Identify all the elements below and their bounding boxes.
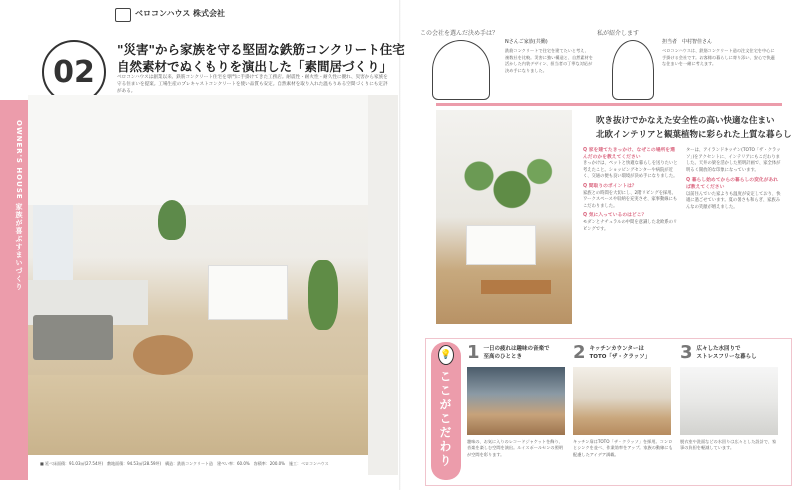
photo-plant — [308, 260, 338, 330]
interview-answer: きっかけは、ペットと快適な暮らしを送りたいと考えたこと。ショッピングセンターや病院が近く、交通の便も良い環境が決め手になりました。 — [583, 161, 678, 180]
feature-text: キッチン扉はTOTO「ザ・クラッソ」を採用。コンロとシンクを並べ、作業効率をアップ。家族の動線にも配慮したアイデア満載。 — [573, 439, 673, 457]
lightbulb-icon: 💡 — [438, 345, 454, 365]
interview-question: Q 家を建てたきっかけ、なぜこの場所を選んだのかを教えてください — [583, 148, 675, 160]
owner-name: Nさんご家族(共働) — [505, 39, 548, 45]
feature-title: キッチンカウンターは — [589, 345, 644, 352]
photo-hanging-plant — [158, 200, 186, 240]
section-divider — [436, 103, 782, 106]
interview-question: Q 気に入っているのはどこ？ — [583, 213, 647, 219]
feature-label: ここがこだわり — [438, 370, 452, 468]
feature-title: 広々した水回りで — [696, 345, 741, 352]
interview-answer: モダンとナチュラルの中間を意識した北欧系のリビングです。 — [583, 219, 678, 232]
photo-bench — [481, 280, 551, 294]
article-lead: ベロコンハウスは創業以来、鉄筋コンクリート住宅を専門に手掛けてきた工務店。耐震性・耐火性・耐久性に優れ、災害から家族を守る住まいを提案。工場生産のプレキャストコンクリートを使い品質も安定。自然素材を取り入れた温もりある空間づくりにも定評がある。 — [117, 75, 388, 94]
company-name: ベロコンハウス 株式会社 — [135, 9, 225, 18]
interview-column2 — [686, 148, 781, 211]
interview-question: Q 暮らし始めてからの暮らしの変化があれば教えてください — [686, 178, 779, 190]
article-title-line1: "災害"から家族を守る堅固な鉄筋コンクリート住宅 — [117, 42, 405, 57]
handwritten-intro: 私が紹介します — [597, 30, 640, 37]
feature-title: 一日の疲れは趣味の音楽で — [483, 345, 550, 352]
photo-plants — [446, 140, 556, 230]
interview-column1 — [583, 148, 678, 233]
page-gutter — [399, 0, 401, 490]
owner-illustration — [432, 40, 490, 100]
photo-island — [466, 225, 536, 265]
photo-table — [133, 335, 193, 375]
owner-comment: 鉄筋コンクリートで住宅を建てたいと考え、複数社を比較。災害に強い構造と、自然素材を活かした内装デザイン、担当者の丁寧な対応が決め手になりました。 — [505, 48, 593, 73]
kitchen-photo — [436, 110, 572, 324]
feature-title: TOTO「ザ・クラッソ」 — [589, 353, 651, 360]
feature-text: 脱衣室や洗面などの水回りは広々とした設計で、家事の負担を軽減しています。 — [680, 439, 777, 451]
photo-ceiling — [28, 95, 368, 205]
section-headline1: 吹き抜けでかなえた安全性の高い快適な住まい — [596, 116, 775, 126]
handwritten-question: この会社を選んだ決め手は？ — [420, 30, 499, 37]
feature-photo — [573, 367, 671, 435]
article-number: 02 — [42, 40, 106, 104]
main-living-room-photo — [28, 95, 368, 455]
section-headline2: 北欧インテリアと観葉植物に彩られた上質な暮らし — [596, 130, 792, 140]
feature-number: 2 — [573, 342, 586, 363]
photo-floor — [28, 375, 368, 455]
staff-comment: ベロコンハウスは、鉄筋コンクリート造の注文住宅を中心に手掛ける会社です。お客様の暮らしに寄り添い、安心で快適な住まいを一緒に考えます。 — [662, 48, 775, 66]
feature-title: ストレスフリーな暮らし — [696, 353, 757, 360]
house-spec-caption: ■ 延べ床面積：91.03㎡(27.54坪) 敷地面積：94.53㎡(28.59坪) 構造：鉄筋コンクリート造 建ぺい率：60.0% 容積率：200.0% 施工：ベロコンハウス — [40, 461, 329, 466]
interview-answer: 以前住んでいた家よりも温度が安定しており、快適に過ごせています。夏の暑さも和らぎ、家族みんなの笑顔が増えました。 — [686, 191, 781, 210]
feature-number: 3 — [680, 342, 693, 363]
feature-title: 至高のひととき — [483, 353, 523, 360]
staff-illustration — [612, 40, 654, 100]
feature-number: 1 — [467, 342, 480, 363]
feature-item-2 — [573, 342, 673, 458]
interview-question: Q 間取りのポイントは？ — [583, 183, 637, 189]
feature-item-1 — [467, 342, 567, 458]
side-label: OWNER'S HOUSE 家族が喜ぶすまいづくり — [15, 120, 23, 292]
feature-photo — [680, 367, 778, 435]
photo-kitchen-island — [208, 265, 288, 320]
article-title-line2: 自然素材でぬくもりを演出した「素間居づくり」 — [117, 59, 393, 74]
feature-photo — [467, 367, 565, 435]
feature-text: 趣味の、お気に入りのレコードジャケットを飾り、音楽を楽しむ空間を演出。ルイスポールセンの照明が空間を彩ります。 — [467, 439, 563, 457]
house-logo-icon — [115, 8, 131, 22]
feature-item-3 — [680, 342, 780, 452]
staff-name: 担当者 中村智佳さん — [662, 39, 713, 45]
interview-answer: 家族との時間を大切にし、2階リビングを採用。ワークスペースや収納を充実させ、家事動線にもこだわりました。 — [583, 190, 678, 209]
photo-strip — [368, 95, 398, 475]
interview-answer: ターは、アイランドキッチン(TOTO「ザ・クラッソ」)をアクセントに、インテリアにもこだわりました。天井の梁を活かした照明計画で、家全体が明るく開放的な印象になっています。 — [686, 148, 781, 173]
photo-sofa — [33, 315, 113, 360]
